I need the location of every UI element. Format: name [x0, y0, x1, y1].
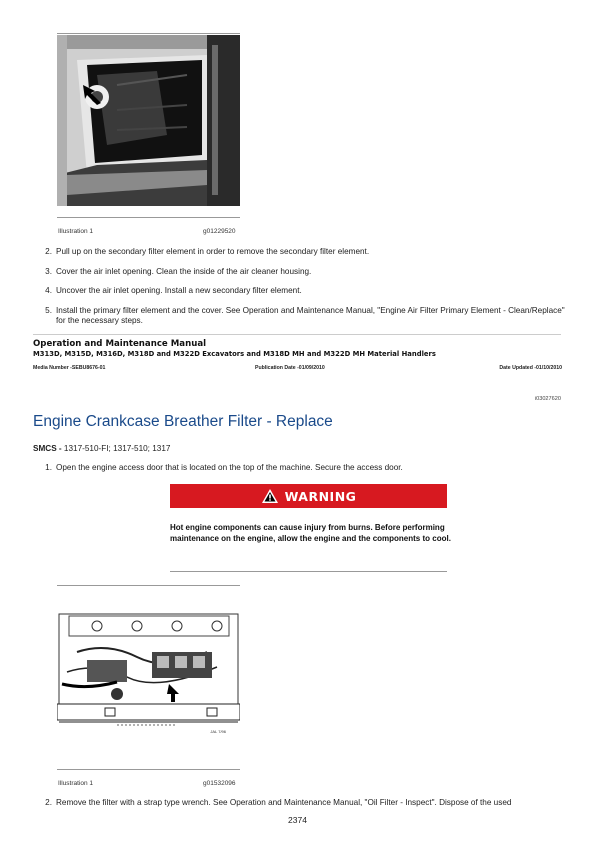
step-number: 4. — [45, 286, 52, 295]
figure1-label: Illustration 1 — [58, 228, 94, 235]
step-text: Cover the air inlet opening. Clean the inside of the air cleaner housing. — [56, 267, 312, 276]
figure2-label: Illustration 1 — [58, 780, 94, 787]
smcs-codes — [33, 444, 170, 453]
step-text: Open the engine access door that is located on the top of the machine. Secure the access door. — [56, 463, 403, 472]
manual-header-rule — [33, 334, 561, 335]
section-title: Engine Crankcase Breather Filter - Replace — [33, 413, 333, 430]
figure1-bottom-rule — [57, 217, 240, 218]
step-number: 3. — [45, 267, 52, 276]
page-number: 2374 — [288, 815, 307, 825]
date-updated: Date Updated -01/10/2010 — [499, 365, 562, 371]
step-text: Install the primary filter element and the cover. See Operation and Maintenance Manual, "Engine Air Filter Primary Element - Clean/Replace" for the necessary steps. — [56, 306, 565, 325]
manual-title: Operation and Maintenance Manual — [33, 339, 207, 349]
media-number: Media Number -SEBU8676-01 — [33, 365, 106, 371]
figure1-code: g01229520 — [203, 228, 236, 235]
engine-line-drawing — [57, 612, 240, 740]
illustration-stamp: JAL 7/96 — [210, 729, 226, 734]
air-cleaner-illustration — [57, 35, 240, 206]
step-number: 1. — [45, 463, 52, 472]
step-number: 5. — [45, 306, 52, 315]
step-number: 2. — [45, 798, 52, 807]
crankcase-breather-illustration — [57, 612, 240, 740]
warning-banner — [170, 484, 447, 508]
warning-bottom-rule — [170, 571, 447, 572]
publication-date: Publication Date -01/09/2010 — [255, 365, 325, 371]
step-number: 2. — [45, 247, 52, 256]
document-id: i03027620 — [534, 396, 561, 402]
step-text: Remove the filter with a strap type wrench. See Operation and Maintenance Manual, "Oil Filter - Inspect". Dispose of the used — [56, 798, 512, 807]
smcs-label: SMCS - — [33, 444, 62, 453]
figure2-top-rule — [57, 585, 240, 586]
smcs-value: 1317-510-FI; 1317-510; 1317 — [61, 444, 171, 453]
figure2-code: g01532096 — [203, 780, 236, 787]
warning-text: Hot engine components can cause injury from burns. Before performing maintenance on the engine, allow the engine and the components to cool. — [170, 523, 451, 543]
step-text: Pull up on the secondary filter element in order to remove the secondary filter element. — [56, 247, 370, 256]
manual-models: M313D, M315D, M316D, M318D and M322D Excavators and M318D MH and M322D MH Material Handlers — [33, 350, 436, 358]
figure1-top-rule — [57, 33, 240, 34]
warning-triangle-icon — [261, 488, 279, 504]
figure2-bottom-rule — [57, 769, 240, 770]
step-text: Uncover the air inlet opening. Install a new secondary filter element. — [56, 286, 302, 295]
warning-label: WARNING — [284, 488, 357, 504]
air-cleaner-photo — [57, 35, 240, 206]
